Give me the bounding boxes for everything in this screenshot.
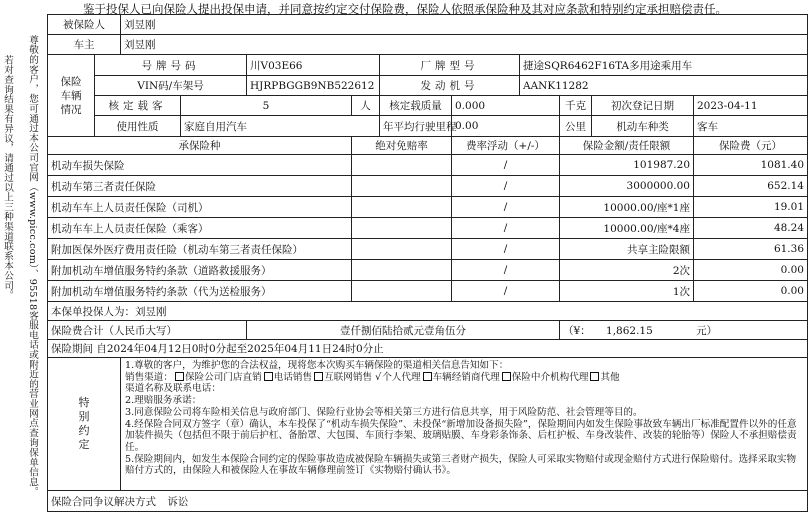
coverage-deductible xyxy=(352,197,452,218)
reg-date-label: 初次登记日期 xyxy=(592,96,694,116)
dispute-value: 诉讼 xyxy=(167,495,189,508)
coverage-deductible xyxy=(352,260,452,281)
coverage-header-float: 费率浮动（+/-） xyxy=(452,137,560,155)
special-terms-text xyxy=(121,358,808,491)
mass-value: 0.000 xyxy=(452,96,560,116)
coverage-name: 机动车车上人员责任保险（司机） xyxy=(48,197,352,218)
dispute-resolution xyxy=(48,491,808,512)
coverage-premium: 0.00 xyxy=(694,281,808,302)
policy-preface: 鉴于投保人已向保险人提出投保申请，并同意按约定交付保险费，保险人依照承保险种及其对应条款和特别约定承担赔偿责任。 xyxy=(83,2,727,16)
coverage-row xyxy=(48,176,808,197)
plate-value: 川V03E66 xyxy=(247,55,380,76)
period-label: 保险期间 xyxy=(51,343,93,355)
total-premium-words: 壹仟捌佰陆拾贰元壹角伍分 xyxy=(247,321,560,340)
special-term-3: 3.同意保险公司将车险相关信息与政府部门、保险行业协会等相关第三方进行信息共享，用于风险防范、社会管理等目的。 xyxy=(125,406,643,418)
total-figure-prefix: （¥： xyxy=(563,324,591,337)
coverage-name: 附加机动车增值服务特约条款（道路救援服务） xyxy=(48,260,352,281)
policy-holder-line: 本保单投保人为：刘昱刚 xyxy=(48,302,808,321)
coverage-amount: 2次 xyxy=(560,260,694,281)
model-value: 捷途SQR6462F16TA多用途乘用车 xyxy=(520,55,808,76)
vehicle-row-3 xyxy=(48,96,808,116)
sales-channel-label: 保险中介机构代理 xyxy=(511,371,589,383)
insurance-period xyxy=(48,340,808,358)
total-figure-value: 1,862.15 xyxy=(606,324,653,337)
coverage-header-name: 承保险种 xyxy=(48,137,352,155)
period-row xyxy=(48,340,808,358)
total-premium-figure xyxy=(560,321,808,340)
engine-value: AANK11282 xyxy=(520,76,808,96)
coverage-amount: 10000.00/座*4座 xyxy=(560,218,694,239)
sales-channel-label: 其他 xyxy=(600,371,620,383)
vehicle-type-label: 机动车种类 xyxy=(592,116,694,137)
mileage-unit: 公里 xyxy=(560,116,592,137)
coverage-name: 附加医保外医疗费用责任险（机动车第三者责任保险） xyxy=(48,239,352,260)
agency-line: 渠道名称及联系电话： xyxy=(125,383,221,395)
mass-unit: 千克 xyxy=(560,96,592,116)
vehicle-row-2 xyxy=(48,76,808,96)
holder-row xyxy=(48,302,808,321)
period-text: 自2024年04月12日0时0分起至2025年04月11日24时0分止 xyxy=(96,343,384,355)
coverage-name: 附加机动车增值服务特约条款（代为送检服务） xyxy=(48,281,352,302)
insured-label: 被保险人 xyxy=(48,15,121,35)
checkbox-empty-icon xyxy=(175,372,184,381)
mass-label: 核定载质量 xyxy=(380,96,452,116)
dispute-row xyxy=(48,491,808,512)
coverage-amount: 101987.20 xyxy=(560,155,694,176)
mileage-value: 0.00 xyxy=(452,116,560,137)
insured-value: 刘昱刚 xyxy=(121,15,808,35)
checkmark-icon: √ xyxy=(375,371,382,383)
owner-label: 车主 xyxy=(48,35,121,55)
vin-label: VIN码/车架号 xyxy=(95,76,247,96)
coverage-premium: 652.14 xyxy=(694,176,808,197)
sales-channel-option xyxy=(173,372,262,383)
coverage-amount: 共享主险限额 xyxy=(560,239,694,260)
seats-unit: 人 xyxy=(352,96,380,116)
coverage-amount: 10000.00/座*1座 xyxy=(560,197,694,218)
total-premium-label: 保险费合计（人民币大写） xyxy=(48,321,247,340)
vehicle-section-label: 保险车辆情况 xyxy=(48,55,95,137)
engine-label: 发动机号 xyxy=(380,76,520,96)
special-terms-label: 特别约定 xyxy=(48,358,121,491)
insured-row xyxy=(48,15,808,35)
owner-row xyxy=(48,35,808,55)
special-term-1: 1.尊敬的客户，为维护您的合法权益，现将您本次购买车辆保险的渠道相关信息告知如下： xyxy=(125,360,509,371)
seats-value: 5 xyxy=(181,96,352,116)
special-term-2: 2.理赔服务承诺： xyxy=(125,395,202,407)
coverage-premium: 0.00 xyxy=(694,260,808,281)
coverage-row xyxy=(48,155,808,176)
vehicle-row-1 xyxy=(48,55,808,76)
coverage-deductible xyxy=(352,176,452,197)
sales-channel-option xyxy=(312,372,372,383)
special-term-4: 4.经保险合同双方签字（章）确认，本车投保了“机动车损失保险”、未投保“新增加设备损失险”，保险期间内如发生保险事故致车辆出厂标准配置件以外的任意加装件损失（包括但不限于前后护杠、备胎罩、大包围、车顶行李架、玻璃贴膜、车身彩条饰条、后杠护板、车身改装件、改装的轮胎等）保险人不承担赔偿责任。 xyxy=(125,418,797,453)
sales-channel-line xyxy=(125,372,803,384)
checkbox-empty-icon xyxy=(314,372,323,381)
special-terms-row xyxy=(48,358,808,491)
owner-value: 刘昱刚 xyxy=(121,35,808,55)
sales-channel-label: 个人代理 xyxy=(382,371,421,383)
checkbox-empty-icon xyxy=(423,372,432,381)
coverage-float: / xyxy=(452,281,560,302)
coverage-premium: 1081.40 xyxy=(694,155,808,176)
coverage-name: 机动车第三者责任保险 xyxy=(48,176,352,197)
coverage-header xyxy=(48,137,808,155)
mileage-label: 年平均行驶里程 xyxy=(380,116,452,137)
side-note-left: 若对查询结果有异议，请通过以上三种渠道联系本公司。 xyxy=(2,55,13,300)
use-label: 使用性质 xyxy=(95,116,181,137)
dispute-label: 保险合同争议解决方式 xyxy=(51,495,156,508)
coverage-deductible xyxy=(352,218,452,239)
coverage-float: / xyxy=(452,176,560,197)
coverage-header-premium: 保险费（元） xyxy=(694,137,808,155)
coverage-row xyxy=(48,197,808,218)
coverage-deductible xyxy=(352,281,452,302)
coverage-row xyxy=(48,281,808,302)
coverage-row xyxy=(48,239,808,260)
total-row xyxy=(48,321,808,340)
sales-channel-label: 互联网销售 xyxy=(324,371,373,383)
sales-channel-prefix: 销售渠道： xyxy=(125,371,173,383)
coverage-amount: 1次 xyxy=(560,281,694,302)
sales-channel-label: 电话销售 xyxy=(273,371,313,383)
coverage-premium: 19.01 xyxy=(694,197,808,218)
coverage-header-deductible: 绝对免赔率 xyxy=(352,137,452,155)
model-label: 厂牌型号 xyxy=(380,55,520,76)
coverage-row xyxy=(48,218,808,239)
sales-channel-option xyxy=(262,372,312,383)
coverage-premium: 61.36 xyxy=(694,239,808,260)
sales-channel-option xyxy=(372,372,421,383)
reg-date-value: 2023-04-11 xyxy=(694,96,808,116)
coverage-float: / xyxy=(452,218,560,239)
use-value: 家庭自用汽车 xyxy=(181,116,380,137)
coverage-deductible xyxy=(352,155,452,176)
coverage-float: / xyxy=(452,155,560,176)
vin-value: HJRPBGGB9NB522612 xyxy=(247,76,380,96)
coverage-deductible xyxy=(352,239,452,260)
coverage-header-amount: 保险金额/责任限额 xyxy=(560,137,694,155)
seats-label: 核定载客 xyxy=(95,96,181,116)
vehicle-type-value: 客车 xyxy=(694,116,808,137)
sales-channel-list xyxy=(173,372,620,383)
total-figure-suffix: 元） xyxy=(696,324,718,337)
policy-table xyxy=(47,14,808,512)
special-term-5: 5.保险期间内，如发生本保险合同约定的保险事故造成被保险车辆损失或第三者财产损失，保险人可采取实物赔付或现金赔付方式进行保险赔付。选择采取实物赔付方式的，由保险人和被保险人在事故车辆修理前签订《实物赔付确认书》。 xyxy=(125,453,797,477)
coverage-name: 机动车损失保险 xyxy=(48,155,352,176)
coverage-float: / xyxy=(452,197,560,218)
coverage-amount: 3000000.00 xyxy=(560,176,694,197)
sales-channel-option xyxy=(500,372,589,383)
coverage-premium: 48.24 xyxy=(694,218,808,239)
coverage-row xyxy=(48,260,808,281)
coverage-float: / xyxy=(452,260,560,281)
checkbox-empty-icon xyxy=(590,372,599,381)
vehicle-row-4 xyxy=(48,116,808,137)
side-note-right: 尊敬的客户，您可通过本公司官网（www.picc.com）、95518客服电话或附近的营业网点查询保单信息。 xyxy=(27,35,38,497)
sales-channel-option xyxy=(588,372,619,383)
checkbox-empty-icon xyxy=(502,372,511,381)
sales-channel-label: 保险公司门店直销 xyxy=(184,371,262,383)
sales-channel-option xyxy=(421,372,500,383)
coverage-float: / xyxy=(452,239,560,260)
checkbox-empty-icon xyxy=(264,372,273,381)
plate-label: 号牌号码 xyxy=(95,55,247,76)
coverage-name: 机动车车上人员责任保险（乘客） xyxy=(48,218,352,239)
sales-channel-label: 车辆经销商代理 xyxy=(432,371,500,383)
